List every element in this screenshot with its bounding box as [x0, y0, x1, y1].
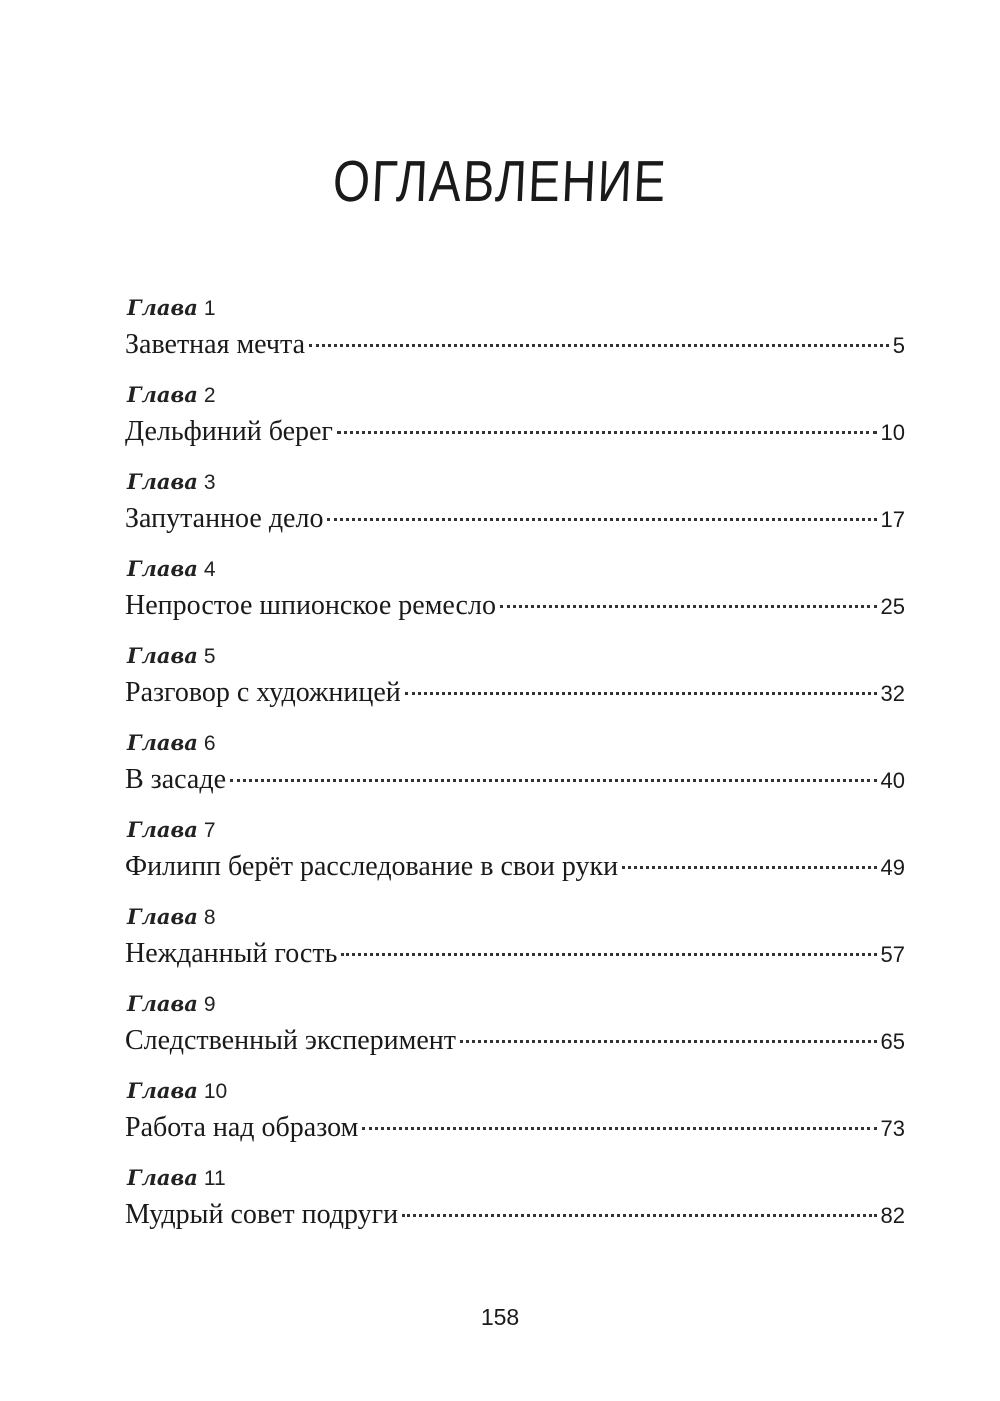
page-number: 73	[880, 1116, 905, 1141]
chapter-number: 10	[203, 1080, 228, 1103]
chapter-label	[127, 379, 216, 411]
chapter-title: Запутанное дело	[125, 503, 324, 534]
toc-row	[125, 674, 905, 712]
table-of-contents	[125, 292, 905, 1249]
chapter-number: 3	[203, 471, 216, 494]
page-number: 82	[880, 1203, 905, 1228]
toc-entry	[125, 292, 905, 379]
toc-entry	[125, 379, 905, 466]
toc-row	[125, 413, 905, 451]
chapter-title: Заветная мечта	[125, 329, 306, 360]
toc-row	[125, 326, 905, 364]
chapter-word: Глава	[127, 730, 198, 755]
chapter-label	[127, 1075, 227, 1107]
dot-leader	[337, 431, 877, 434]
chapter-number: 8	[203, 906, 216, 929]
toc-entry	[125, 1075, 905, 1162]
chapter-word: Глава	[127, 469, 198, 494]
dot-leader	[362, 1127, 876, 1130]
chapter-title: Непростое шпионское ремесло	[125, 590, 496, 621]
page-number: 32	[880, 681, 905, 706]
chapter-number: 4	[203, 558, 216, 581]
chapter-word: Глава	[127, 817, 198, 842]
chapter-title: Мудрый совет подруги	[125, 1199, 399, 1230]
chapter-word: Глава	[127, 991, 198, 1016]
page-number: 57	[880, 942, 905, 967]
dot-leader	[309, 344, 889, 347]
chapter-word: Глава	[127, 382, 198, 407]
page-number: 17	[880, 507, 905, 532]
chapter-title: Разговор с художницей	[125, 677, 401, 708]
toc-row	[125, 935, 905, 973]
dot-leader	[402, 1214, 876, 1217]
toc-entry	[125, 553, 905, 640]
toc-row	[125, 761, 905, 799]
chapter-number: 1	[203, 297, 216, 320]
dot-leader	[460, 1040, 877, 1043]
chapter-title: Филипп берёт расследование в свои руки	[125, 851, 619, 882]
chapter-title: Нежданный гость	[125, 938, 338, 969]
toc-entry	[125, 727, 905, 814]
dot-leader	[341, 953, 876, 956]
chapter-label	[127, 1162, 226, 1194]
page-number: 49	[880, 855, 905, 880]
chapter-word: Глава	[127, 904, 198, 929]
chapter-label	[127, 292, 216, 324]
chapter-word: Глава	[127, 556, 198, 581]
toc-entry	[125, 1162, 905, 1249]
toc-row	[125, 1196, 905, 1234]
toc-entry	[125, 640, 905, 727]
dot-leader	[230, 779, 876, 782]
chapter-title: В засаде	[125, 764, 227, 795]
toc-entry	[125, 988, 905, 1075]
dot-leader	[405, 692, 877, 695]
chapter-number: 9	[203, 993, 216, 1016]
toc-row	[125, 848, 905, 886]
toc-row	[125, 1022, 905, 1060]
dot-leader	[327, 518, 876, 521]
chapter-label	[127, 466, 216, 498]
chapter-label	[127, 901, 216, 933]
toc-entry	[125, 901, 905, 988]
chapter-number: 5	[203, 645, 216, 668]
dot-leader	[500, 605, 877, 608]
chapter-number: 2	[203, 384, 216, 407]
chapter-title: Дельфиний берег	[125, 416, 333, 447]
chapter-word: Глава	[127, 1165, 198, 1190]
page-title: ОГЛАВЛЕНИЕ	[331, 149, 669, 214]
toc-row	[125, 587, 905, 625]
toc-row	[125, 1109, 905, 1147]
chapter-number: 11	[203, 1167, 226, 1190]
chapter-label	[127, 988, 216, 1020]
chapter-label	[127, 727, 216, 759]
page-number: 5	[892, 333, 905, 358]
chapter-word: Глава	[127, 643, 198, 668]
page-number: 25	[880, 594, 905, 619]
chapter-label	[127, 640, 216, 672]
page-number: 10	[880, 420, 905, 445]
chapter-number: 6	[203, 732, 216, 755]
dot-leader	[622, 866, 876, 869]
chapter-number: 7	[203, 819, 216, 842]
toc-entry	[125, 466, 905, 553]
toc-entry	[125, 814, 905, 901]
page-folio: 158	[480, 1304, 520, 1330]
chapter-title: Следственный эксперимент	[125, 1025, 456, 1056]
page-number: 40	[880, 768, 905, 793]
toc-row	[125, 500, 905, 538]
chapter-label	[127, 814, 216, 846]
chapter-word: Глава	[127, 1078, 198, 1103]
page-number: 65	[880, 1029, 905, 1054]
chapter-title: Работа над образом	[125, 1112, 359, 1143]
chapter-label	[127, 553, 216, 585]
chapter-word: Глава	[127, 295, 198, 320]
